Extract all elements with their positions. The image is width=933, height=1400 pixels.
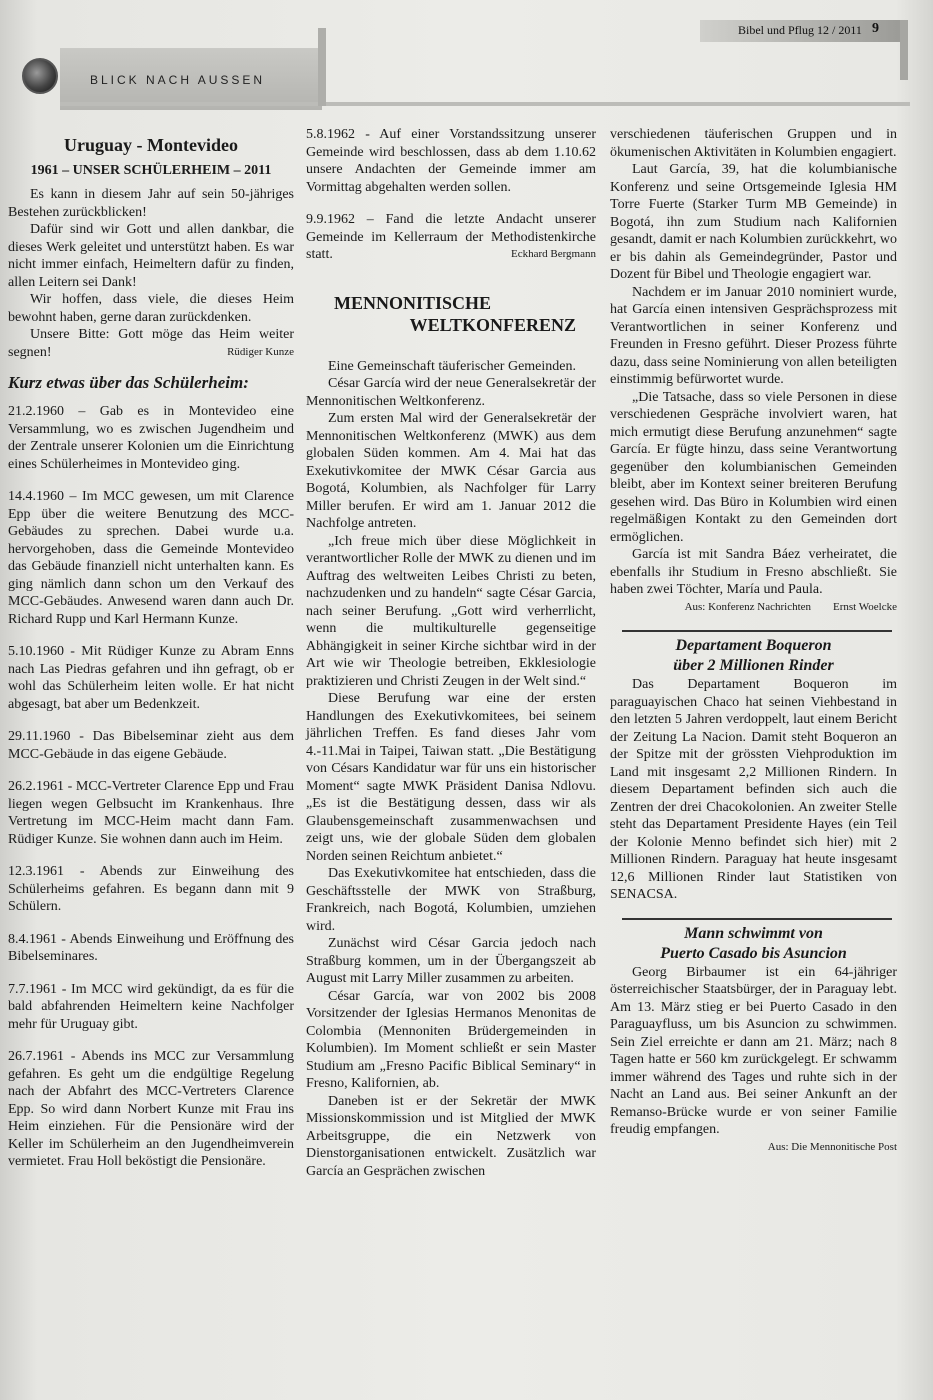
article-title-mwk-line1: MENNONITISCHE <box>334 292 492 313</box>
entry: 26.7.1961 - Abends ins MCC zur Versammlung gefahren. Es geht um die endgültige Regelung nach der Abfahrt des MCC-Vertreters Clarence Epp. So wird dann Norbert Kunze mit Frau ins Heim einziehen. Für die Pensionäre wird der Keller im Schülerheim an den Jugendheimverein vermietet. Frau Holl beköstigt die Pensionäre. <box>8 1049 294 1169</box>
page-number: 9 <box>872 21 879 36</box>
globe-icon <box>22 58 58 94</box>
article-subtitle-uruguay: 1961 – UNSER SCHÜLERHEIM – 2011 <box>30 163 272 178</box>
paragraph: Nachdem er im Januar 2010 nominiert wurde, hat García einen intensiven Gesprächsprozess mit Verantwortlichen in seiner Konferenz und Freunden in Fresno geführt. Dieser Prozess führte dazu, dass seine Nominierung von allen beteiligten einstimmig befürwortet wurde. <box>610 284 897 387</box>
author-signature: Eckhard Bergmann <box>510 248 596 260</box>
entry: 29.11.1960 - Das Bibelseminar zieht aus dem MCC-Gebäude in das eigene Gebäude. <box>8 729 294 762</box>
article-title-boqueron-line2: über 2 Millionen Rinder <box>673 657 834 674</box>
paragraph: Eine Gemeinschaft täuferischer Gemeinden. <box>328 358 577 374</box>
article-title-swim-line1: Mann schwimmt von <box>684 924 823 942</box>
header-rule <box>900 20 908 80</box>
entry <box>306 211 596 264</box>
section-title: BLICK NACH AUSSEN <box>90 73 266 87</box>
entry: 12.3.1961 - Abends zur Einweihung des Schülerheims gefahren. Es begann dann mit 9 Schülern. <box>8 864 294 914</box>
entry-text: 9.9.1962 – Fand die letzte Andacht unserer Gemeinde im Kellerraum der Methodistenkirche statt. <box>306 212 596 262</box>
paragraph: Diese Berufung war eine der ersten Handlungen des Exekutivkomitees, bei seinem jährlichen Treffen. Es fand dieses Jahr vom 4.-11.Mai in Taipei, Taiwan statt. „Die Bestätigung von Césars Kandidatur war für uns ein historischer Moment“ sagte MWK Präsident Danisa Ndlovu. „Es ist die Bestätigung dessen, dass wir als Glaubensgemeinschaft zusammenwachsen und zeigt uns, wie der globale Süden dem globalen Norden seinen Reichtum anbietet.“ <box>306 691 596 864</box>
column-3 <box>610 126 897 1156</box>
divider <box>622 630 892 632</box>
paragraph: Georg Birbaumer ist ein 64-jähriger österreichischer Staatsbürger, der in Paraguay lebt. Am 13. März stieg er bei Puerto Casado in den Paraguayfluss, um bis Asuncion zu schwimmen. Sein Ziel erreichte er dann am 21. März; nach 8 Tagen hatte er 560 km zurückgelegt. Er schwamm immer während des Tages und ruhte sich in der Nacht an Land aus. Bei seiner Ankunft an der Remanso-Brücke wurde er von seiner Familie freudig empfangen. <box>610 964 897 1137</box>
entry: 14.4.1960 – Im MCC gewesen, um mit Clarence Epp über die weitere Benutzung des MCC-Gebäudes zu sprechen. Dabei wurde u.a. hervorgehoben, dass die Gemeinde Montevideo das Gebäude finanziell nicht unterhalten kann. Es ging nämlich dann schon um den Verkauf des MCC-Gebäudes. Anwesend waren dann auch Dr. Richard Rupp und Karl Hermann Kunze. <box>8 489 294 627</box>
paragraph: Zunächst wird César Garcia jedoch nach Straßburg kommen, um in der Übergangszeit ab August mit Larry Miller zusammen zu arbeiten. <box>306 936 596 986</box>
entry: 5.8.1962 - Auf einer Vorstandssitzung unserer Gemeinde wird beschlossen, dass ab dem 1.10.62 unsere Andachten der Gemeinde immer am Vormittag abgehalten werden sollen. <box>306 127 596 195</box>
article-title-swim-line2: Puerto Casado bis Asuncion <box>660 944 847 962</box>
entry: 5.10.1960 - Mit Rüdiger Kunze zu Abram Enns nach Las Piedras gefahren und ihn gefragt, ob er wohl das Schülerheim leiten wolle. Er hat nicht abgesagt, bat aber um Bedenkzeit. <box>8 644 294 712</box>
spacer <box>306 336 596 358</box>
entry: 21.2.1960 – Gab es in Montevideo eine Versammlung, wo es zwischen Jugendheim und der Zentrale unserer Kolonien um die Einrichtung eines Schülerheimes in Montevideo ging. <box>8 404 294 472</box>
paragraph: César García, war von 2002 bis 2008 Vorsitzender der Iglesias Hermanos Menonitas de Colombia (Mennoniten Brüdergemeinden in Kolumbien). Im Moment schließt er sein Master Studium am „Fresno Pacific Biblical Seminary“ in Fresno, Kalifornien, ab. <box>306 988 596 1091</box>
entry: 26.2.1961 - MCC-Vertreter Clarence Epp und Frau liegen wegen Gelbsucht im Krankenhaus. Ihre Vertretung im MCC-Heim macht dann Fam. Rüdiger Kunze. Sie wohnen dann auch im Heim. <box>8 779 294 847</box>
section-band-line <box>60 102 910 106</box>
paragraph: verschiedenen täuferischen Gruppen und in ökumenischen Aktivitäten in Kolumbien engagiert. <box>610 127 897 160</box>
column-1 <box>8 126 294 1171</box>
running-title: Bibel und Pflug 12 / 2011 <box>738 23 862 37</box>
divider <box>622 918 892 920</box>
article-title-mwk-line2: WELTKONFERENZ <box>409 314 576 335</box>
paragraph: Laut García, 39, hat die kolumbianische Konferenz und seine Ortsgemeinde Iglesia HM Torre Fuerte (Starker Turm MB Gemeinde) in Bogotá, ihn zum Studium nach Kalifornien gesandt, damit er nach Kolumbien zurückkehrt, wo er bis dahin als Gemeindegründer, Pastor und Dozent für Bibel und Theologie engagiert war. <box>610 162 897 282</box>
entry: 8.4.1961 - Abends Einweihung und Eröffnung des Bibelseminares. <box>8 931 294 964</box>
paragraph: Zum ersten Mal wird der Generalsekretär der Mennonitischen Weltkonferenz (MWK) aus dem globalen Süden kommen. Am 4. Mai hat das Exekutivkomitee der MWK César Garcia aus Bogotá, Kolumbien, als Nachfolger für Larry Miller berufen. Er wird am 1. Januar 2012 die Nachfolge antreten. <box>306 411 596 531</box>
paragraph: César García wird der neue Generalsekretär der Mennonitischen Weltkonferenz. <box>306 376 596 409</box>
paragraph: Das Departament Boqueron im paraguayischen Chaco hat seinen Viehbestand in den letzten 5 Jahren verdoppelt, laut einem Bericht der Zeitung La Nacion. Damit steht Boqueron an der Spitze mit der grössten Viehproduktion im Land mit insgesamt 2,2 Millionen Rindern. In diesem Departament befinden sich auch die Zentren der drei Chacokolonien. An zweiter Stelle steht das Departament Presidente Hayes (ein Teil der Kolonie Menno befindet sich hier) mit 2 Millionen Rindern. Paraguay hat heute insgesamt 12,6 Millionen Rinder laut Statistiken von SENACSA. <box>610 677 897 902</box>
author-signature: Rüdiger Kunze <box>227 345 294 358</box>
source-credit: Aus: Konferenz Nachrichten <box>684 600 812 613</box>
paragraph <box>8 326 294 361</box>
article-title-uruguay: Uruguay - Montevideo <box>64 135 238 155</box>
paragraph: „Ich freue mich über diese Möglichkeit in verantwortlicher Rolle der MWK zu dienen und im Auftrag des weltweiten Leibes Christi zu beten, nachzudenken und zu handeln“ sagte César Garcia, nach seiner Berufung. „Gott wird verherrlicht, wenn die multikulturelle gegenseitige Abhängigkeit in seiner Kirche sichtbar wird in der Art wie wir Theologie betreiben, Ekklesiologie praktizieren und Christi Zeugen in der Welt sind.“ <box>306 533 596 689</box>
column-2 <box>306 126 596 1180</box>
paragraph: Dafür sind wir Gott und allen dankbar, die dieses Werk geleitet und unterstützt haben. Es war nicht immer einfach, Heimeltern dafür zu finden, allen Leitern sei Dank! <box>8 222 294 290</box>
paragraph: Daneben ist er der Sekretär der MWK Missionskommission und ist Mitglied der MWK Arbeitsgruppe, die ein Netzwerk von Dienstorganisationen entwickelt. Zusätzlich war García an Gesprächen zwischen <box>306 1093 596 1179</box>
paragraph: Das Exekutivkomitee hat entschieden, dass die Geschäftsstelle der MWK von Straßburg, Frankreich, nach Bogotá, Kolumbien, umziehen wird. <box>306 866 596 934</box>
paragraph-text: García ist mit Sandra Báez verheiratet, die ebenfalls ihr Studium in Fresno abschließt. Sie haben zwei Töchter, María und Paula. <box>610 547 897 597</box>
author-signature: Ernst Woelcke <box>833 600 897 613</box>
paragraph: Es kann in diesem Jahr auf sein 50-jähriges Bestehen zurückblicken! <box>8 187 294 220</box>
article-title-boqueron-line1: Departament Boqueron <box>675 637 832 654</box>
section-heading: Kurz etwas über das Schülerheim: <box>8 373 249 392</box>
paragraph: Wir hoffen, dass viele, die dieses Heim bewohnt haben, gerne daran zurückdenken. <box>8 292 294 325</box>
section-band-vertical <box>318 28 326 106</box>
source-credit: Aus: Die Mennonitische Post <box>767 1140 897 1153</box>
spacer <box>306 264 596 292</box>
paragraph: „Die Tatsache, dass so viele Personen in diese verschiedenen Gespräche involviert waren, hat mich ermutigt diese Berufung anzunehmen“ sagte García. Er fügte hinzu, dass seine Verantwortung gegenüber den kolumbianischen Gemeinden bleibt, aber im Kontext seiner breiteren Berufung gesehen wird. Das Büro in Kolumbien wird einen regelmäßigen Kontakt zu den Gemeinden dort ermöglichen. <box>610 389 897 545</box>
paragraph-text: Unsere Bitte: Gott möge das Heim weiter segnen! <box>8 327 294 360</box>
entry: 7.7.1961 - Im MCC wird gekündigt, da es für die bald abfahrenden Heimeltern keine Nachfolger mehr für Uruguay gibt. <box>8 981 294 1032</box>
